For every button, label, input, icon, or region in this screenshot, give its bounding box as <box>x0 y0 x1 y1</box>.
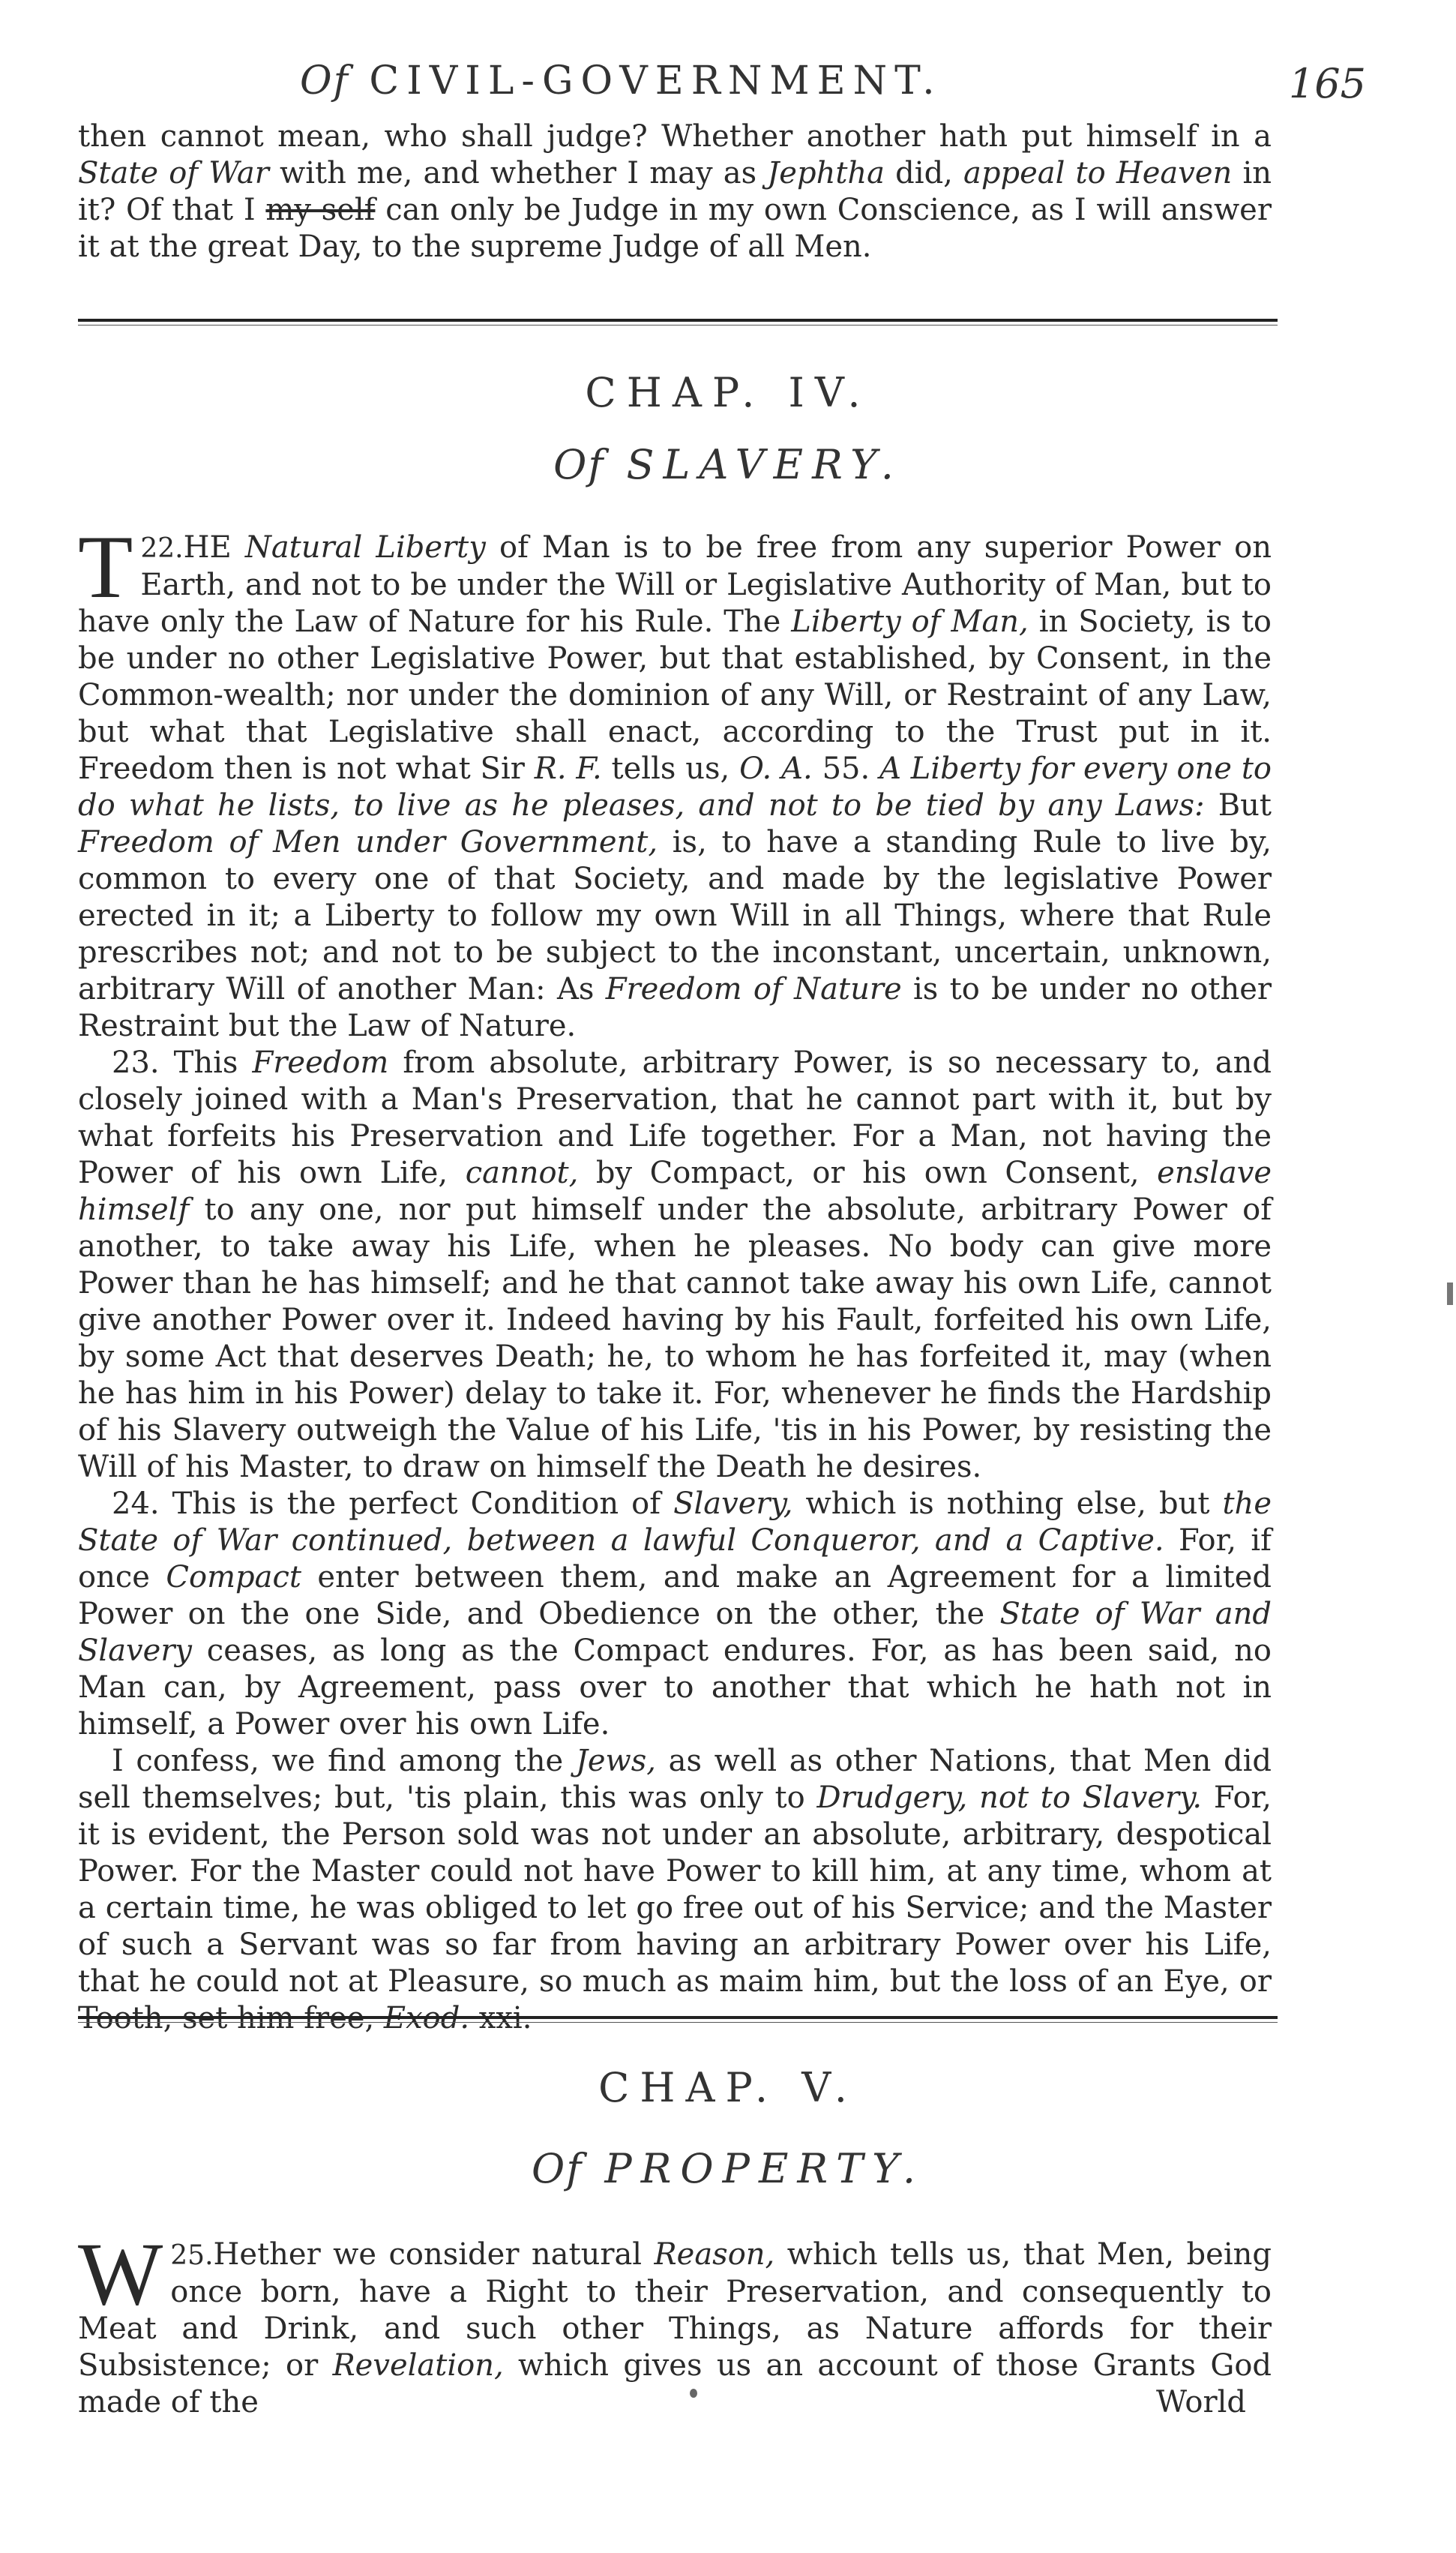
paragraph-24-continued: I confess, we find among the Jews, as well as other Nations, that Men did sell themselves; but, 'tis plain, this was only to Drudgery, not to Slavery. For, it is evident, the Person sold was not under an absolute, arbitrary, despotical Power. For the Master could not have Power to kill him, at any time, whom at a certain time, he was obliged to let go free out of his Service; and the Master of such a Servant was so far from having an arbitrary Power over his Life, that he could not at Pleasure, so much as maim him, but the loss of an Eye, or Tooth, set him free, Exod. xxi. <box>78 1744 1272 2036</box>
italic-phrase: State of War <box>78 156 269 190</box>
text-run: in it? <box>78 156 1272 227</box>
text-run: Of that I <box>126 193 266 227</box>
paragraph-22: 22. T HE Natural Liberty of Man is to be free from any superior Power on Earth, and not to be under the Will or Legislative Authority of Man, but to have only the Law of Nature for his Rule. The Liberty of Man, in Society, is to be under no other Legislative Power, but that established, by Consent, in the Common-wealth; nor under the dominion of any Will, or Restraint of any Law, but what that Legislative shall enact, according to the Trust put in it. Freedom then is not what Sir R. F. tells us, O. A. 55. A Liberty for every one to do what he lists, to live as he pleases, and not to be tied by any Laws: But Freedom of Men under Government, is, to have a standing Rule to live by, common to every one of that Society, and made by the legislative Power erected in it; a Liberty to follow my own Will in all Things, where that Rule prescribes not; and not to be subject to the inconstant, uncertain, unknown, arbitrary Will of another Man: As Freedom of Nature is to be under no other Restraint but the Law of Nature. <box>78 517 1272 1043</box>
paragraph-23: 23. This Freedom from absolute, arbitrary Power, is so necessary to, and closely joined with a Man's Preservation, that he cannot part with it, but by what forfeits his Preservation and Life together. For a Man, not having the Power of his own Life, cannot, by Compact, or his own Consent, enslave himself to any one, nor put himself under the absolute, arbitrary Power of another, to take away his Life, when he pleases. No body can give more Power than he has himself; and he that cannot take away his own Life, cannot give another Power over it. Indeed having by his Fault, forfeited his own Life, by some Act that deserves Death; he, to whom he has forfeited it, may (when he has him in his Power) delay to take it. For, whenever he finds the Hardship of his Slavery outweigh the Value of his Life, 'tis in his Power, by resisting the Will of his Master, to draw on himself the Death he desires. <box>78 1046 1272 1484</box>
ink-speck <box>690 2389 697 2398</box>
section-rule <box>78 2016 1278 2026</box>
chapter-title-text: PROPERTY. <box>604 2145 925 2192</box>
text-line: at the great Day, to the supreme Judge of all Men. <box>109 230 872 264</box>
section-rule <box>78 319 1278 329</box>
drop-cap: T <box>78 517 133 616</box>
italic-phrase: Jephtha <box>767 156 885 190</box>
chapter-title <box>0 441 1456 488</box>
chapter-title-text: SLAVERY. <box>626 441 903 488</box>
chapter-heading: CHAP. IV. <box>585 369 871 416</box>
paragraph-number: 22. <box>140 533 184 564</box>
chapter-title-of: Of <box>531 2145 583 2192</box>
running-head <box>300 58 1050 104</box>
page-number: 165 <box>1288 60 1366 107</box>
text-run: did, <box>885 156 964 190</box>
paragraph-24: 24. This is the perfect Condition of Slavery, which is nothing else, but the State of War continued, between a lawful Conqueror, and a Captive. For, if once Compact enter between them, and make an Agreement for a limited Power on the one Side, and Obedience on the other, the State of War and Slavery ceases, as long as the Compact endures. For, as has been said, no Man can, by Agreement, pass over to another that which he hath not in himself, a Power over his own Life. <box>78 1486 1272 1742</box>
running-head-title: CIVIL-GOVERNMENT. <box>369 58 942 104</box>
paragraph-number: 25. <box>170 2240 214 2271</box>
running-head-lead: Of <box>300 58 349 104</box>
text-line: then cannot mean, who shall judge? Whether another hath put himself in a <box>78 119 1272 154</box>
chapter-heading: CHAP. V. <box>598 2064 858 2111</box>
chapter-title <box>0 2145 1456 2192</box>
chapter-5-body <box>78 2224 1272 2421</box>
continued-paragraph <box>78 118 1272 266</box>
text-run: can only be Judge in my own Conscience, as I will answer it <box>78 193 1272 264</box>
catchword: World <box>1156 2385 1246 2420</box>
margin-mark <box>1447 1282 1453 1305</box>
text-run: with me, and whether I may as <box>268 156 768 190</box>
chapter-title-of: Of <box>553 441 605 488</box>
drop-cap: W <box>78 2224 163 2324</box>
italic-phrase: appeal to Heaven <box>963 156 1233 190</box>
struck-phrase: my self <box>265 193 376 227</box>
chapter-4-body <box>78 517 1272 2037</box>
paragraph-25: 25. W Hether we consider natural Reason, which tells us, that Men, being once born, have a Right to their Preservation, and consequently to Meat and Drink, and such other Things, as Nature affords for their Subsistence; or Revelation, which gives us an account of those Grants God made of the <box>78 2224 1272 2420</box>
